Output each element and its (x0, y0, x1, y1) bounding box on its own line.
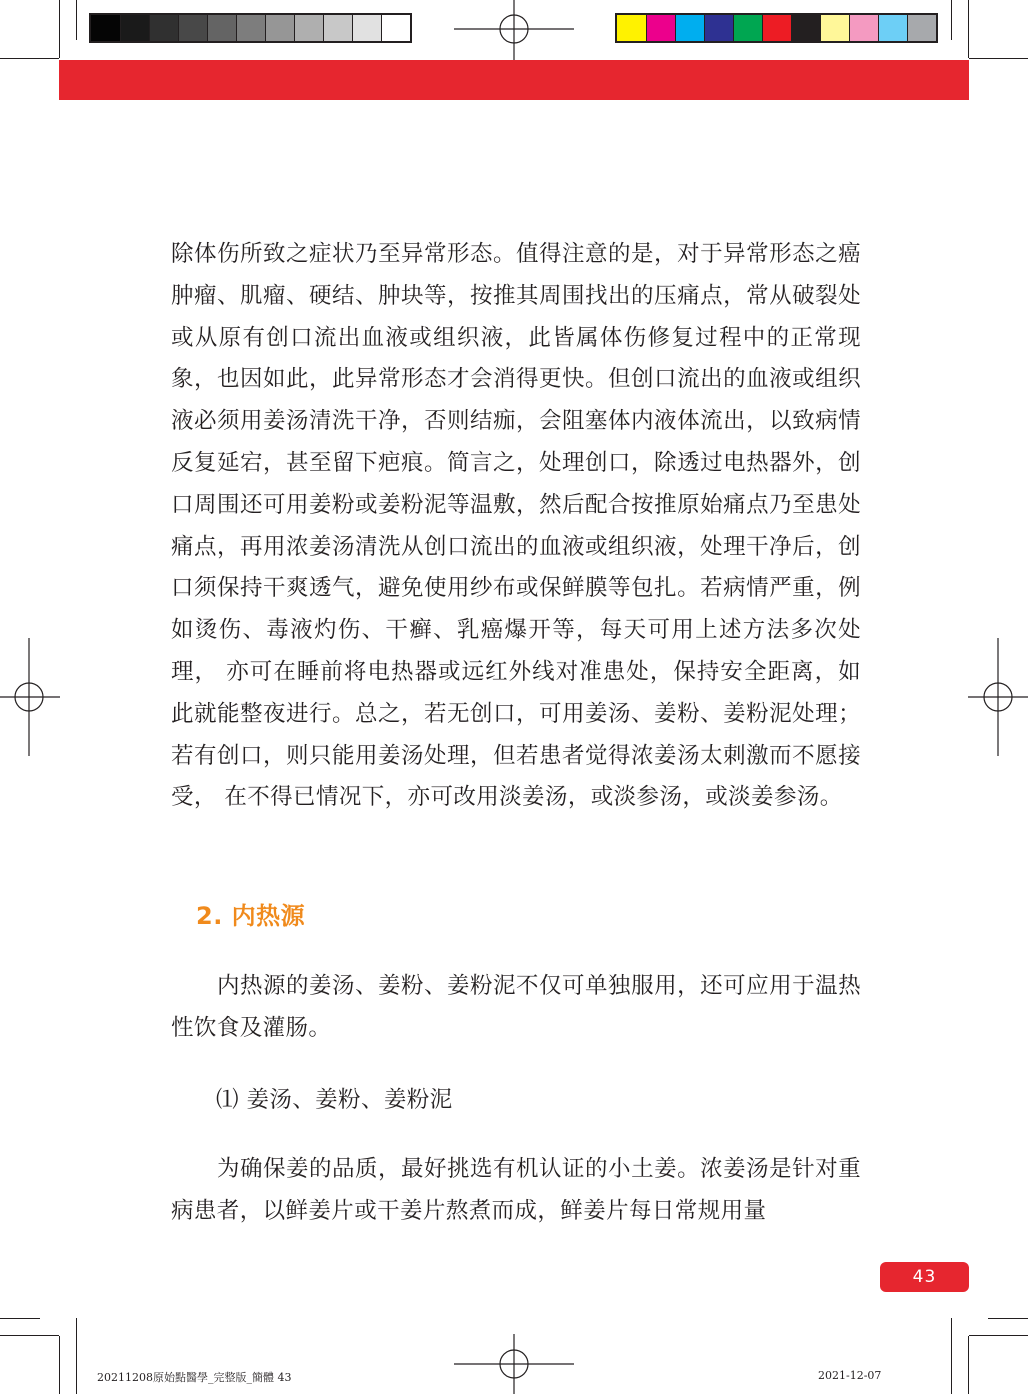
grayscale-swatch-2 (120, 15, 149, 41)
color-swatch-2 (646, 15, 675, 41)
crop-mark-top-left-vertical (59, 0, 60, 58)
color-swatch-3 (675, 15, 704, 41)
crop-mark-bottom-right-vertical (968, 1336, 969, 1394)
color-swatch-1 (617, 15, 646, 41)
header-band (59, 60, 969, 100)
body-paragraph-2: 内热源的姜汤、姜粉、姜粉泥不仅可单独服用，还可应用于温热性饮食及灌肠。 (171, 973, 861, 1041)
grayscale-swatch-3 (149, 15, 178, 41)
crop-mark-inner-top-right (951, 0, 952, 40)
registration-mark-left-middle-icon (0, 638, 60, 756)
crop-mark-bottom-left-vertical (59, 1336, 60, 1394)
crop-mark-bottom-right-horizontal (969, 1335, 1028, 1336)
registration-mark-bottom-center-icon (454, 1334, 574, 1394)
color-swatch-7 (791, 15, 820, 41)
registration-mark-top-center-icon (454, 0, 574, 60)
footer-date: 2021-12-07 (818, 1369, 882, 1382)
crop-mark-inner-bottom-left-h (0, 1318, 40, 1319)
grayscale-swatch-strip (89, 13, 412, 43)
grayscale-swatch-4 (178, 15, 207, 41)
color-swatch-10 (878, 15, 907, 41)
grayscale-swatch-11 (381, 15, 410, 41)
color-swatch-5 (733, 15, 762, 41)
crop-mark-top-right-vertical (968, 0, 969, 58)
page-number-badge: 43 (880, 1262, 969, 1292)
grayscale-swatch-10 (352, 15, 381, 41)
crop-mark-top-right-horizontal (969, 58, 1028, 59)
grayscale-swatch-8 (294, 15, 323, 41)
color-swatch-4 (704, 15, 733, 41)
body-paragraph-1: 除体伤所致之症状乃至异常形态。值得注意的是，对于异常形态之癌肿瘤、肌瘤、硬结、肿块等，按推其周围找出的压痛点，常从破裂处或从原有创口流出血液或组织液，此皆属体伤修复过程中的正常现象，也因如此，此异常形态才会消得更快。但创口流出的血液或组织液必须用姜汤清洗干净，否则结痂，会阻塞体内液体流出，以致病情反复延宕，甚至留下疤痕。简言之，处理创口，除透过电热器外，创口周围还可用姜粉或姜粉泥等温敷，然后配合按推原始痛点乃至患处痛点，再用浓姜汤清洗从创口流出的血液或组织液，处理干净后，创口须保持干爽透气，避免使用纱布或保鲜膜等包扎。若病情严重，例如烫伤、毒液灼伤、干癣、乳癌爆开等，每天可用上述方法多次处理， 亦可在睡前将电热器或远红外线对准患处，保持安全距离，如此就能整夜进行。总之，若无创口，可用姜汤、姜粉、姜粉泥处理；若有创口，则只能用姜汤处理，但若患者觉得浓姜汤太刺激而不愿接受， 在不得已情况下，亦可改用淡姜汤，或淡参汤，或淡姜参汤。 (171, 241, 861, 811)
body-paragraph-2-block (171, 966, 861, 1050)
color-swatch-9 (849, 15, 878, 41)
color-swatch-strip (615, 13, 938, 43)
grayscale-swatch-6 (236, 15, 265, 41)
body-paragraph-3-block (171, 1149, 861, 1233)
footer-file-label: 20211208原始點醫學_完整版_簡體 43 (97, 1371, 292, 1384)
body-paragraph-1-block (171, 234, 861, 819)
crop-mark-inner-top-left (76, 0, 77, 40)
grayscale-swatch-9 (323, 15, 352, 41)
section-title: 2. 内热源 (196, 902, 306, 930)
color-swatch-6 (762, 15, 791, 41)
crop-mark-inner-bottom-right-h (988, 1318, 1028, 1319)
grayscale-swatch-7 (265, 15, 294, 41)
subsection-heading: ⑴ 姜汤、姜粉、姜粉泥 (216, 1087, 453, 1113)
crop-mark-bottom-left-horizontal (0, 1335, 59, 1336)
body-paragraph-3: 为确保姜的品质，最好挑选有机认证的小土姜。浓姜汤是针对重病患者，以鲜姜片或干姜片熬煮而成，鲜姜片每日常规用量 (171, 1156, 861, 1224)
grayscale-swatch-5 (207, 15, 236, 41)
color-swatch-8 (820, 15, 849, 41)
crop-mark-inner-bottom-left (76, 1318, 77, 1394)
color-swatch-11 (907, 15, 936, 41)
crop-mark-inner-bottom-right (951, 1318, 952, 1394)
crop-mark-top-left-horizontal (0, 58, 59, 59)
grayscale-swatch-1 (91, 15, 120, 41)
registration-mark-right-middle-icon (968, 638, 1028, 756)
